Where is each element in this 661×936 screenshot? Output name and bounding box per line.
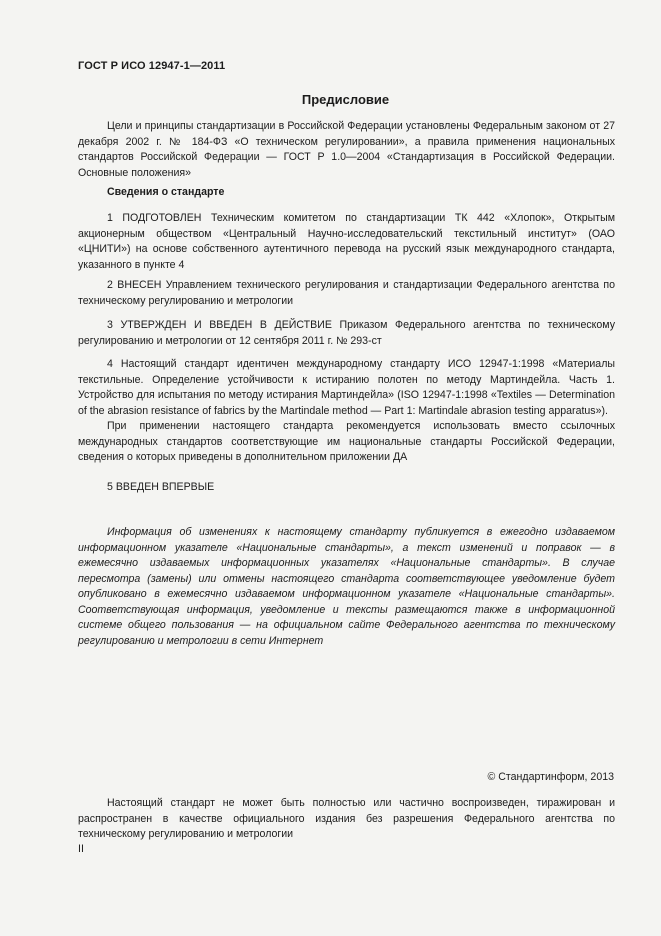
page-number: II: [78, 843, 84, 855]
reproduction-notice: Настоящий стандарт не может быть полностью или частично воспроизведен, тиражирован и распространен в качестве официального издания без разрешения Федерального агентства по техническому регулированию и метрологии: [78, 797, 615, 840]
item-4-application-note: При применении настоящего стандарта рекомендуется использовать вместо ссылочных международных стандартов соответствующие им национальные стандарты Российской Федерации, сведения о которых приведены в дополнительном приложении ДА: [78, 420, 615, 463]
item-5-introduced: 5 ВВЕДЕН ВПЕРВЫЕ: [107, 481, 215, 493]
info-notice: Информация об изменениях к настоящему стандарту публикуется в ежегодно издаваемом информационном указателе «Национальные стандарты», а текст изменений и поправок — в ежемесячно издаваемых информационных указателях «Национальные стандарты». В случае пересмотра (замены) или отмены настоящего стандарта соответствующее уведомление будет опубликовано в ежемесячно издаваемом информационном указателе «Национальные стандарты». Соответствующая информация, уведомление и тексты размещаются также в информационной системе общего пользования — на официальном сайте Федерального агентства по техническому регулированию и метрологии в сети Интернет: [78, 526, 615, 647]
intro-paragraph: Цели и принципы стандартизации в Российской Федерации установлены Федеральным законом от 27 декабря 2002 г. № 184-ФЗ «О техническом регулировании», а правила применения национальных стандартов Российской Федерации — ГОСТ Р 1.0—2004 «Стандартизация в Российской Федерации. Основные положения»: [78, 120, 615, 179]
copyright-line: © Стандартинформ, 2013: [487, 771, 614, 783]
item-1-prepared: 1 ПОДГОТОВЛЕН Техническим комитетом по стандартизации ТК 442 «Хлопок», Открытым акционерным обществом «Центральный Научно-исследовательский текстильный институт» (ОАО «ЦНИТИ») на основе собственного аутентичного перевода на русский язык международного стандарта, указанного в пункте 4: [78, 212, 615, 271]
item-2-submitted: 2 ВНЕСЕН Управлением технического регулирования и стандартизации Федерального агентства по техническому регулированию и метрологии: [78, 279, 615, 307]
item-3-approved: 3 УТВЕРЖДЕН И ВВЕДЕН В ДЕЙСТВИЕ Приказом Федерального агентства по техническому регулированию и метрологии от 12 сентября 2011 г. № 293-ст: [78, 319, 615, 347]
section-heading: Сведения о стандарте: [107, 186, 225, 198]
item-4-identical-standard: 4 Настоящий стандарт идентичен международному стандарту ИСО 12947-1:1998 «Материалы текстильные. Определение устойчивости к истиранию полотен по методу Мартиндейла. Часть 1. Устройство для испытания по методу истирания Мартиндейла» (ISO 12947-1:1998 «Textiles — Determination of the abrasion resistance of fabrics by the Martindale method — Part 1: Martindale abrasion testing apparatus»).: [78, 358, 615, 417]
document-id-header: ГОСТ Р ИСО 12947-1—2011: [78, 60, 226, 72]
page-title: Предисловие: [301, 92, 390, 107]
